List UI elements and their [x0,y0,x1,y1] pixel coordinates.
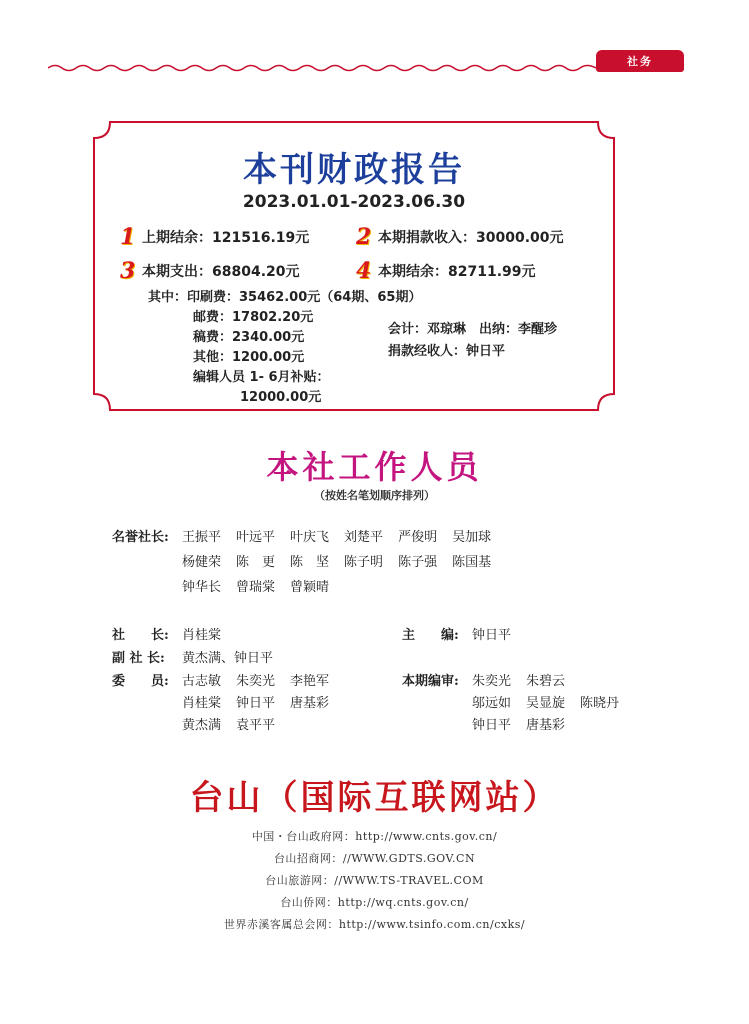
report-item-text: 上期结余：121516.19元 [142,230,310,246]
staff-name: 叶远平 [236,530,276,545]
staff-name: 陈 更 [236,555,276,570]
link-govt[interactable]: 中国・台山政府网：http://www.cnts.gov.cn/ [251,830,498,843]
link-tourism[interactable]: 台山旅游网：//WWW.TS-TRAVEL.COM [265,874,484,887]
staff-subtitle: （按姓名笔划顺序排列） [314,489,435,502]
staff-name: 王振平 [182,530,222,545]
number-badge-2: 2 [356,224,372,250]
header-wave-rule [48,61,596,75]
report-item-text: 本期捐款收入：30000.00元 [378,230,564,246]
staff-name: 黄杰满 [182,718,222,733]
financial-report-box [92,120,616,412]
staff-name: 朱碧云 [526,674,566,689]
member-row-2 [182,692,344,711]
staff-name: 曾瑞棠 [236,580,276,595]
editor-row [402,624,526,643]
staff-name: 唐基彩 [290,696,330,711]
number-badge-1: 1 [120,224,136,250]
staff-name: 古志敏 [182,674,222,689]
expense-detail-royalty: 稿费：2340.00元 [193,330,305,345]
staff-name: 杨健荣 [182,555,222,570]
honorary-row-2 [182,551,506,570]
member-row-3 [182,714,290,733]
staff-name: 刘楚平 [344,530,384,545]
number-badge-3: 3 [120,258,136,284]
staff-title: 本社工作人员 [266,448,483,486]
expense-detail-other: 其他：1200.00元 [193,350,305,365]
staff-name: 钟日平 [472,628,512,643]
websites-title: 台山（国际互联网站） [189,778,560,818]
report-period: 2023.01.01-2023.06.30 [242,192,466,212]
staff-name: 肖桂棠 [182,696,222,711]
report-item-3 [120,258,300,284]
staff-name: 钟日平 [236,696,276,711]
vice-president-row [112,647,288,666]
expense-detail-postage: 邮费：17802.20元 [193,310,314,325]
staff-name: 叶庆飞 [290,530,330,545]
staff-name: 钟华长 [182,580,222,595]
president-row [112,624,236,643]
link-chixi[interactable]: 世界赤溪客属总会网：http://www.tsinfo.com.cn/cxks/ [223,918,526,931]
report-item-1 [120,224,309,250]
staff-name: 陈晓丹 [580,696,620,711]
section-tab: 社务 [596,50,684,72]
expense-detail-printing: 其中：印刷费：35462.00元（64期、65期） [148,290,422,305]
staff-name: 曾颖晴 [290,580,330,595]
staff-name: 朱奕光 [236,674,276,689]
honorary-row-3 [182,576,344,595]
staff-name: 吴显旋 [526,696,566,711]
number-badge-4: 4 [356,258,372,284]
honorary-row-1 [112,526,506,545]
staff-name: 唐基彩 [526,718,566,733]
donation-handler-line: 捐款经收人：钟日平 [388,344,506,359]
honorary-label: 名誉社长: [112,530,169,545]
issue-editor-row-3 [472,714,580,733]
vice-president-label: 副 社 长: [112,651,165,666]
president-label: 社 长: [112,628,169,643]
staff-name: 朱奕光 [472,674,512,689]
staff-name: 李艳军 [290,674,330,689]
staff-name: 钟日平 [472,718,512,733]
report-title: 本刊财政报告 [243,150,465,190]
issue-editor-row-1 [402,670,580,689]
staff-name: 邬远如 [472,696,512,711]
staff-name: 陈子强 [398,555,438,570]
staff-name: 肖桂棠 [182,628,222,643]
staff-name: 严俊明 [398,530,438,545]
expense-detail-staff-amount: 12000.00元 [240,390,322,405]
staff-name: 黄杰满、钟日平 [182,651,274,666]
staff-name: 陈 坚 [290,555,330,570]
accountant-line: 会计：邓琼琳 出纳：李醒珍 [388,322,558,337]
link-overseas[interactable]: 台山侨网：http://wq.cnts.gov.cn/ [280,896,469,909]
member-row-1 [112,670,344,689]
staff-name: 吴加球 [452,530,492,545]
editor-label: 主 编: [402,628,459,643]
staff-name: 陈子明 [344,555,384,570]
staff-name: 袁平平 [236,718,276,733]
report-item-text: 本期结余：82711.99元 [378,264,536,280]
issue-editor-row-2 [472,692,634,711]
report-item-4 [356,258,536,284]
issue-editor-label: 本期编审: [402,674,459,689]
member-label: 委 员: [112,674,169,689]
expense-detail-staff: 编辑人员 1- 6月补贴： [193,370,330,385]
staff-name: 陈国基 [452,555,492,570]
report-item-2 [356,224,564,250]
link-investment[interactable]: 台山招商网：//WWW.GDTS.GOV.CN [273,852,476,865]
report-item-text: 本期支出：68804.20元 [142,264,300,280]
